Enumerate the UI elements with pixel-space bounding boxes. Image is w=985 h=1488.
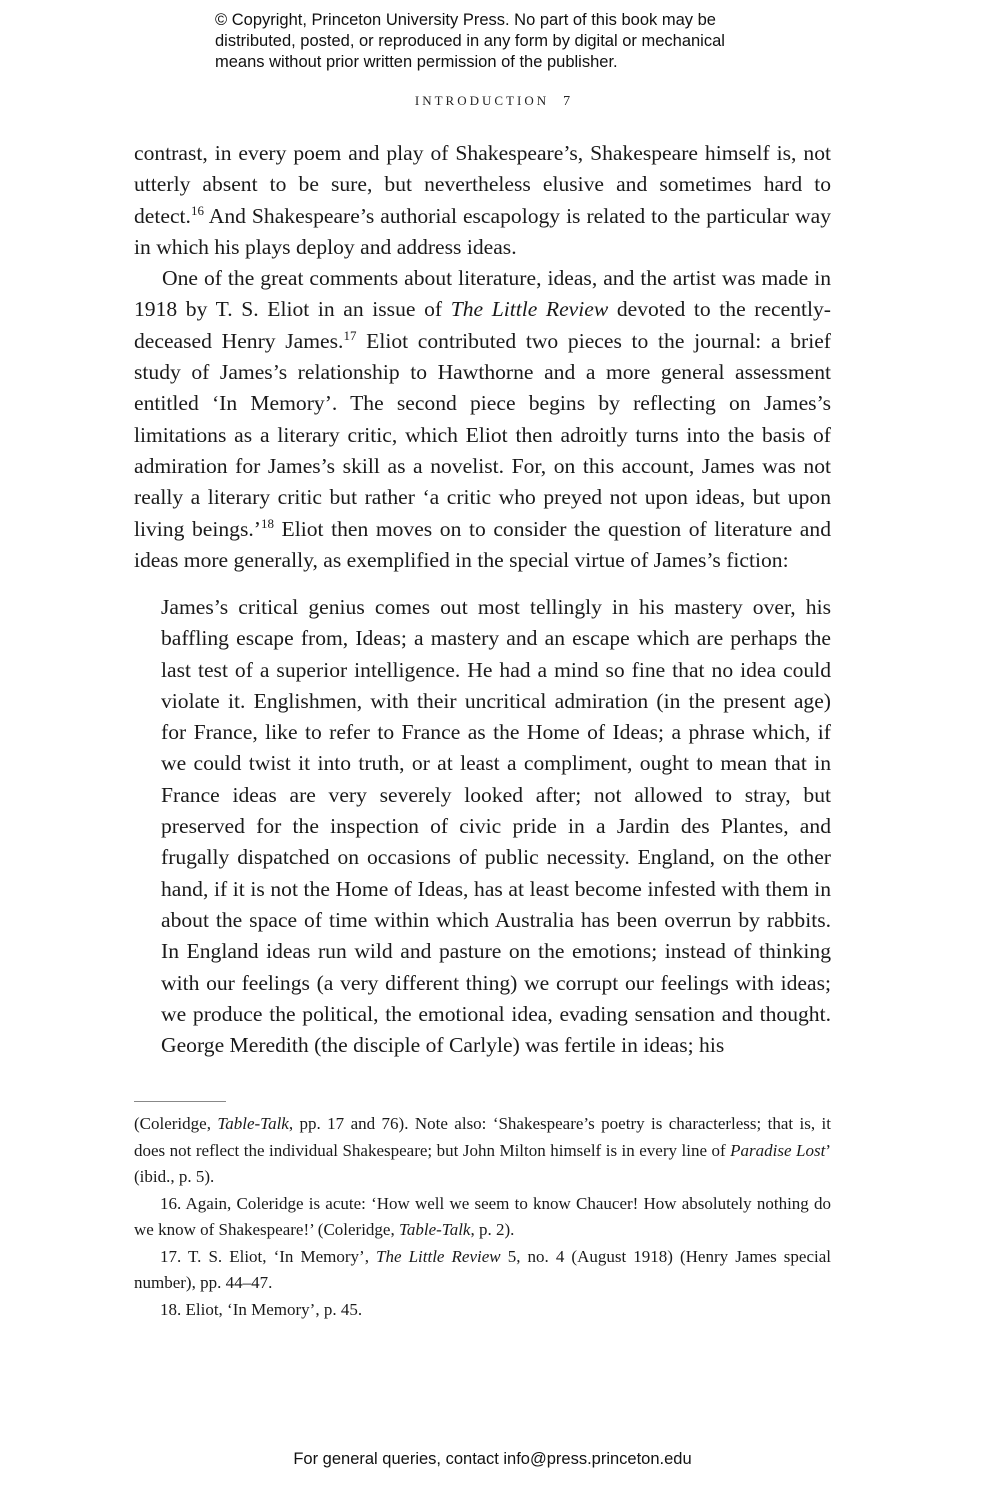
text-run: 17. T. S. Eliot, ‘In Memory’, [160,1246,377,1266]
footnote [134,1111,831,1191]
book-title: Table-Talk [398,1220,471,1239]
text-run: Eliot then moves on to consider the question of literature and ideas more generally, as exemplified in the special virtue of James’s fiction: [134,516,831,572]
block-quote: James’s critical genius comes out most tellingly in his mastery over, his baffling escape from, Ideas; a mastery and an escape which are perhaps the last test of a superior intelligence. He had a mind so fine that no idea could violate it. Englishmen, with their uncritical admiration (in the present age) for France, like to refer to France as the Home of Ideas; a phrase which, if we could twist it into truth, or at least a compliment, ought to mean that in France ideas are very severely looked after; not allowed to stray, but preserved for the inspection of civic pride in a Jardin des Plantes, and frugally dispatched on occasions of public necessity. England, on the other hand, if it is not the Home of Ideas, has at least become infested with them in about the space of time within which Australia has been overrun by rabbits. In England ideas run wild and pasture on the emotions; instead of thinking with our feelings (a very different thing) we corrupt our feelings with ideas; we produce the political, the emotional idea, evading sensation and thought. George Meredith (the disciple of Carlyle) was fertile in ideas; his [161,595,831,1058]
main-text [134,138,831,576]
copyright-notice [215,10,815,73]
text-run: Eliot contributed two pieces to the journal: a brief study of James’s relationship to Hawthorne and a more general assessment entitled ‘In Memory’. The second piece begins by reflecting on James’s limitations as a literary critic, which Eliot then adroitly turns into the basis of admiration for James’s skill as a novelist. For, on this account, James was not really a literary critic but rather ‘a critic who preyed not upon ideas, but upon living beings.’ [134,328,831,541]
footnotes [134,1111,831,1323]
footnote-divider [134,1101,226,1102]
journal-title: The Little Review [376,1246,501,1266]
text-run: ’ (ibid., p. 5). [134,1140,831,1186]
text-run: , pp. 17 and 76). Note also: ‘Shakespeare’s poetry is characterless; that is, it does not reflect the individual Shakespeare; but John Milton himself is in every line of [134,1114,831,1160]
text-run: One of the great comments about literature, ideas, and the artist was made in 1918 by T. S. Eliot in an issue of [134,266,831,322]
text-run: , p. 2). [470,1220,515,1239]
text-run: contrast, in every poem and play of Shakespeare’s, Shakespeare himself is, not utterly absent to be sure, but nevertheless elusive and sometimes hard to detect. [134,141,831,228]
text-run: (Coleridge, [134,1114,218,1133]
running-head [0,93,985,110]
footnote: 18. Eliot, ‘In Memory’, p. 45. [160,1299,363,1319]
text-run: 5, no. 4 (August 1918) (Henry James special number), pp. 44–47. [134,1246,832,1292]
book-title: Paradise Lost [730,1140,826,1160]
text-run: And Shakespeare’s authorial escapology is related to the particular way in which his plays deploy and address ideas. [134,203,831,259]
text-run: 16. Again, Coleridge is acute: ‘How well we seem to know Chaucer! How absolutely nothing do we know of Shakespeare!’ (Coleridge, [134,1193,831,1239]
copyright-line: means without prior written permission of the publisher. [215,53,618,71]
journal-title: The Little Review [450,297,609,322]
footnote-ref: 17 [343,327,357,343]
book-title: Table-Talk [217,1114,289,1133]
footnote [134,1191,831,1244]
copyright-line: distributed, posted, or reproduced in any form by digital or mechanical [215,32,725,50]
paragraph [134,138,831,263]
footnote [134,1244,831,1297]
text-run: devoted to the recently-deceased Henry James. [134,297,831,353]
paragraph [134,263,831,576]
copyright-line: © Copyright, Princeton University Press. No part of this book may be [215,11,716,29]
footer-contact: For general queries, contact info@press.princeton.edu [293,1450,692,1468]
footnote-ref: 16 [190,202,204,218]
section-title: INTRODUCTION [414,93,550,108]
page-number: 7 [563,94,571,109]
footnote-ref: 18 [260,515,274,531]
